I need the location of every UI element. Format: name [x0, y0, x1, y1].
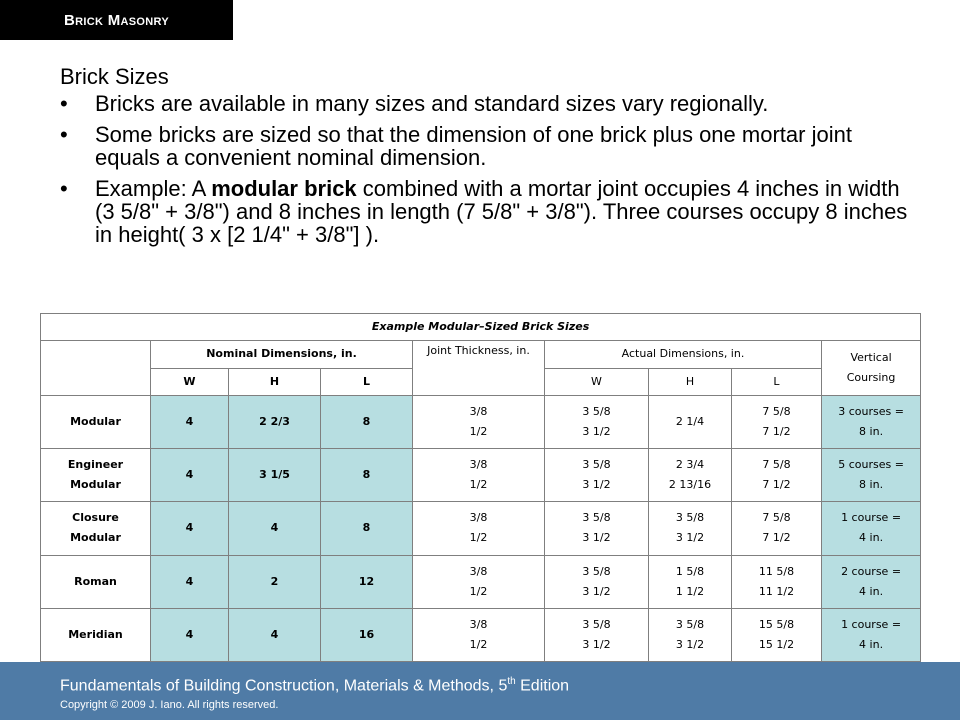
joint-thickness-cell-value: 1/2 — [469, 478, 488, 492]
footer-copyright: Copyright © 2009 J. Iano. All rights reserved. — [60, 699, 279, 711]
nominal-w-header: W — [151, 368, 229, 395]
actual-h-cell — [649, 449, 732, 502]
actual-w-header: W — [545, 368, 649, 395]
joint-thickness-cell-value: 3/8 — [469, 458, 488, 472]
nominal-h-cell-value: 2 — [270, 574, 279, 588]
actual-w-cell-value: 3 1/2 — [582, 637, 611, 651]
nominal-h-cell — [229, 502, 321, 555]
footer — [0, 662, 960, 720]
joint-thickness-cell-value: 1/2 — [469, 637, 488, 651]
joint-thickness-cell-value: 3/8 — [469, 404, 488, 418]
actual-l-cell-value: 15 1/2 — [758, 637, 795, 651]
brick-name-cell-value: Roman — [74, 574, 117, 588]
brick-name-cell — [41, 395, 151, 448]
nominal-h-cell-value: 3 1/5 — [259, 468, 290, 482]
bullet-text-bold: modular brick — [211, 176, 357, 201]
table-caption-row — [41, 314, 921, 341]
nominal-w-cell — [151, 608, 229, 661]
nominal-l-cell — [321, 502, 413, 555]
bullet-text-before: Example: A — [95, 176, 212, 201]
vertical-coursing-cell-value: 8 in. — [859, 478, 884, 492]
bullet-icon: • — [60, 122, 68, 147]
nominal-w-cell — [151, 502, 229, 555]
actual-h-cell — [649, 502, 732, 555]
nominal-l-cell — [321, 608, 413, 661]
nominal-l-cell-value: 12 — [358, 574, 375, 588]
bullet-text-after: combined with a mortar joint occupies 4 inches in width (3 5/8" + 3/8") and 8 inches in length (7 5/8" + 3/8"). Three courses occupy 8 inches in height( 3 x [2 1/4" + 3/8"] ). — [95, 176, 908, 247]
brick-name-cell-value: Closure — [72, 511, 119, 525]
table-row — [41, 449, 921, 502]
brick-name-cell — [41, 555, 151, 608]
joint-thickness-cell — [413, 449, 545, 502]
actual-l-cell-value: 7 1/2 — [762, 478, 791, 492]
table-row — [41, 395, 921, 448]
actual-l-cell — [732, 608, 822, 661]
nominal-w-cell-value: 4 — [185, 574, 194, 588]
table-group-header-row — [41, 341, 921, 368]
actual-l-cell-value: 11 1/2 — [758, 584, 795, 598]
vertical-coursing-cell-value: 1 course = — [841, 511, 902, 525]
actual-w-cell — [545, 608, 649, 661]
vertical-coursing-cell-value: 5 courses = — [838, 458, 904, 472]
actual-h-cell-value: 3 1/2 — [675, 531, 705, 545]
nominal-h-cell-value: 4 — [270, 627, 279, 641]
nominal-w-cell-value: 4 — [185, 414, 194, 428]
actual-w-cell-value: 3 1/2 — [582, 584, 611, 598]
nominal-l-cell-value: 8 — [362, 468, 371, 482]
vertical-coursing-cell-value: 4 in. — [859, 637, 884, 651]
actual-w-cell-value: 3 5/8 — [582, 511, 611, 525]
actual-h-cell-value: 2 1/4 — [675, 414, 705, 428]
vertical-coursing-cell — [822, 449, 921, 502]
actual-w-cell — [545, 555, 649, 608]
actual-l-cell-value: 7 1/2 — [762, 424, 791, 438]
footer-title-sup: th — [507, 676, 516, 687]
nominal-header: Nominal Dimensions, in. — [151, 341, 413, 368]
nominal-l-header: L — [321, 368, 413, 395]
joint-thickness-cell — [413, 395, 545, 448]
nominal-h-cell — [229, 395, 321, 448]
joint-thickness-cell — [413, 555, 545, 608]
actual-w-cell-value: 3 5/8 — [582, 404, 611, 418]
brick-name-cell-value: Modular — [70, 478, 121, 492]
actual-w-cell — [545, 449, 649, 502]
vertical-coursing-cell — [822, 502, 921, 555]
nominal-h-cell-value: 4 — [270, 521, 279, 535]
actual-header: Actual Dimensions, in. — [545, 341, 822, 368]
nominal-h-header: H — [229, 368, 321, 395]
brick-name-cell-value: Engineer — [67, 458, 124, 472]
actual-w-cell-value: 3 1/2 — [582, 478, 611, 492]
actual-l-cell-value: 7 5/8 — [762, 511, 791, 525]
slide-heading: Brick Sizes — [60, 64, 169, 89]
actual-h-cell-value: 3 5/8 — [675, 511, 705, 525]
nominal-w-cell-value: 4 — [185, 468, 194, 482]
vertical-coursing-cell-value: 8 in. — [859, 424, 884, 438]
joint-thickness-cell — [413, 608, 545, 661]
footer-title — [60, 676, 569, 695]
actual-l-cell-value: 15 5/8 — [758, 617, 795, 631]
actual-w-cell-value: 3 1/2 — [582, 531, 611, 545]
bullet-text: Bricks are available in many sizes and standard sizes vary regionally. — [95, 91, 769, 116]
bullet-item — [60, 123, 920, 169]
actual-l-cell-value: 11 5/8 — [758, 564, 795, 578]
actual-h-cell — [649, 555, 732, 608]
nominal-h-cell — [229, 449, 321, 502]
bullet-list — [60, 92, 920, 254]
actual-h-cell-value: 2 3/4 — [675, 458, 705, 472]
nominal-l-cell-value: 16 — [358, 627, 375, 641]
footer-title-text: Fundamentals of Building Construction, Materials & Methods, 5 — [60, 677, 508, 695]
bullet-icon: • — [60, 176, 68, 201]
vertical-coursing-cell-value: 1 course = — [841, 617, 902, 631]
table-body — [41, 395, 921, 661]
brick-name-cell-value: Modular — [70, 531, 121, 545]
table-row — [41, 502, 921, 555]
nominal-l-cell — [321, 555, 413, 608]
actual-w-cell-value: 3 1/2 — [582, 424, 611, 438]
nominal-w-cell — [151, 555, 229, 608]
actual-w-cell-value: 3 5/8 — [582, 458, 611, 472]
table-corner-cell — [41, 341, 151, 396]
vertical-coursing-line: Vertical — [850, 351, 892, 365]
joint-thickness-cell — [413, 502, 545, 555]
joint-thickness-cell-value: 3/8 — [469, 617, 488, 631]
actual-l-cell — [732, 502, 822, 555]
actual-l-cell — [732, 395, 822, 448]
brick-sizes-table — [40, 313, 921, 662]
bullet-icon: • — [60, 91, 68, 116]
joint-thickness-cell-value: 3/8 — [469, 511, 488, 525]
nominal-w-cell-value: 4 — [185, 627, 194, 641]
actual-h-cell-value: 1 1/2 — [675, 584, 705, 598]
nominal-h-cell — [229, 608, 321, 661]
vertical-coursing-cell — [822, 555, 921, 608]
actual-l-cell — [732, 555, 822, 608]
actual-w-cell — [545, 502, 649, 555]
vertical-coursing-header — [822, 341, 921, 396]
brick-name-cell-value: Meridian — [68, 627, 123, 641]
actual-w-cell-value: 3 5/8 — [582, 564, 611, 578]
nominal-l-cell-value: 8 — [362, 521, 371, 535]
vertical-coursing-cell-value: 3 courses = — [838, 404, 904, 418]
actual-h-cell-value: 3 1/2 — [675, 637, 705, 651]
nominal-h-cell — [229, 555, 321, 608]
joint-thickness-cell-value: 1/2 — [469, 424, 488, 438]
actual-h-header: H — [649, 368, 732, 395]
actual-h-cell-value: 1 5/8 — [675, 564, 705, 578]
nominal-l-cell — [321, 395, 413, 448]
actual-w-cell — [545, 395, 649, 448]
bullet-item — [60, 177, 920, 246]
vertical-coursing-cell-value: 4 in. — [859, 531, 884, 545]
brick-name-cell — [41, 502, 151, 555]
table-row — [41, 555, 921, 608]
vertical-coursing-line: Coursing — [846, 371, 896, 385]
joint-thickness-cell-value: 1/2 — [469, 584, 488, 598]
brick-name-cell-value: Modular — [70, 414, 121, 428]
actual-h-cell-value: 2 13/16 — [668, 478, 712, 492]
joint-header: Joint Thickness, in. — [413, 341, 545, 396]
nominal-l-cell-value: 8 — [362, 414, 371, 428]
nominal-w-cell — [151, 449, 229, 502]
actual-h-cell-value: 3 5/8 — [675, 617, 705, 631]
actual-l-cell-value: 7 1/2 — [762, 531, 791, 545]
bullet-text: Some bricks are sized so that the dimension of one brick plus one mortar joint equals a convenient nominal dimension. — [95, 122, 852, 170]
footer-title-suffix: Edition — [515, 677, 570, 695]
nominal-w-cell-value: 4 — [185, 521, 194, 535]
actual-h-cell — [649, 395, 732, 448]
actual-l-cell-value: 7 5/8 — [762, 404, 791, 418]
nominal-w-cell — [151, 395, 229, 448]
actual-l-header: L — [732, 368, 822, 395]
vertical-coursing-cell-value: 2 course = — [841, 564, 902, 578]
vertical-coursing-cell-value: 4 in. — [859, 584, 884, 598]
actual-w-cell-value: 3 5/8 — [582, 617, 611, 631]
nominal-h-cell-value: 2 2/3 — [259, 414, 290, 428]
vertical-coursing-cell — [822, 608, 921, 661]
vertical-coursing-cell — [822, 395, 921, 448]
table-caption: Example Modular–Sized Brick Sizes — [41, 314, 921, 341]
joint-thickness-cell-value: 1/2 — [469, 531, 488, 545]
bullet-item — [60, 92, 920, 115]
slide-header-title: Brick Masonry — [0, 0, 233, 40]
brick-name-cell — [41, 449, 151, 502]
actual-l-cell — [732, 449, 822, 502]
brick-name-cell — [41, 608, 151, 661]
actual-l-cell-value: 7 5/8 — [762, 458, 791, 472]
table-row — [41, 608, 921, 661]
nominal-l-cell — [321, 449, 413, 502]
actual-h-cell — [649, 608, 732, 661]
joint-thickness-cell-value: 3/8 — [469, 564, 488, 578]
